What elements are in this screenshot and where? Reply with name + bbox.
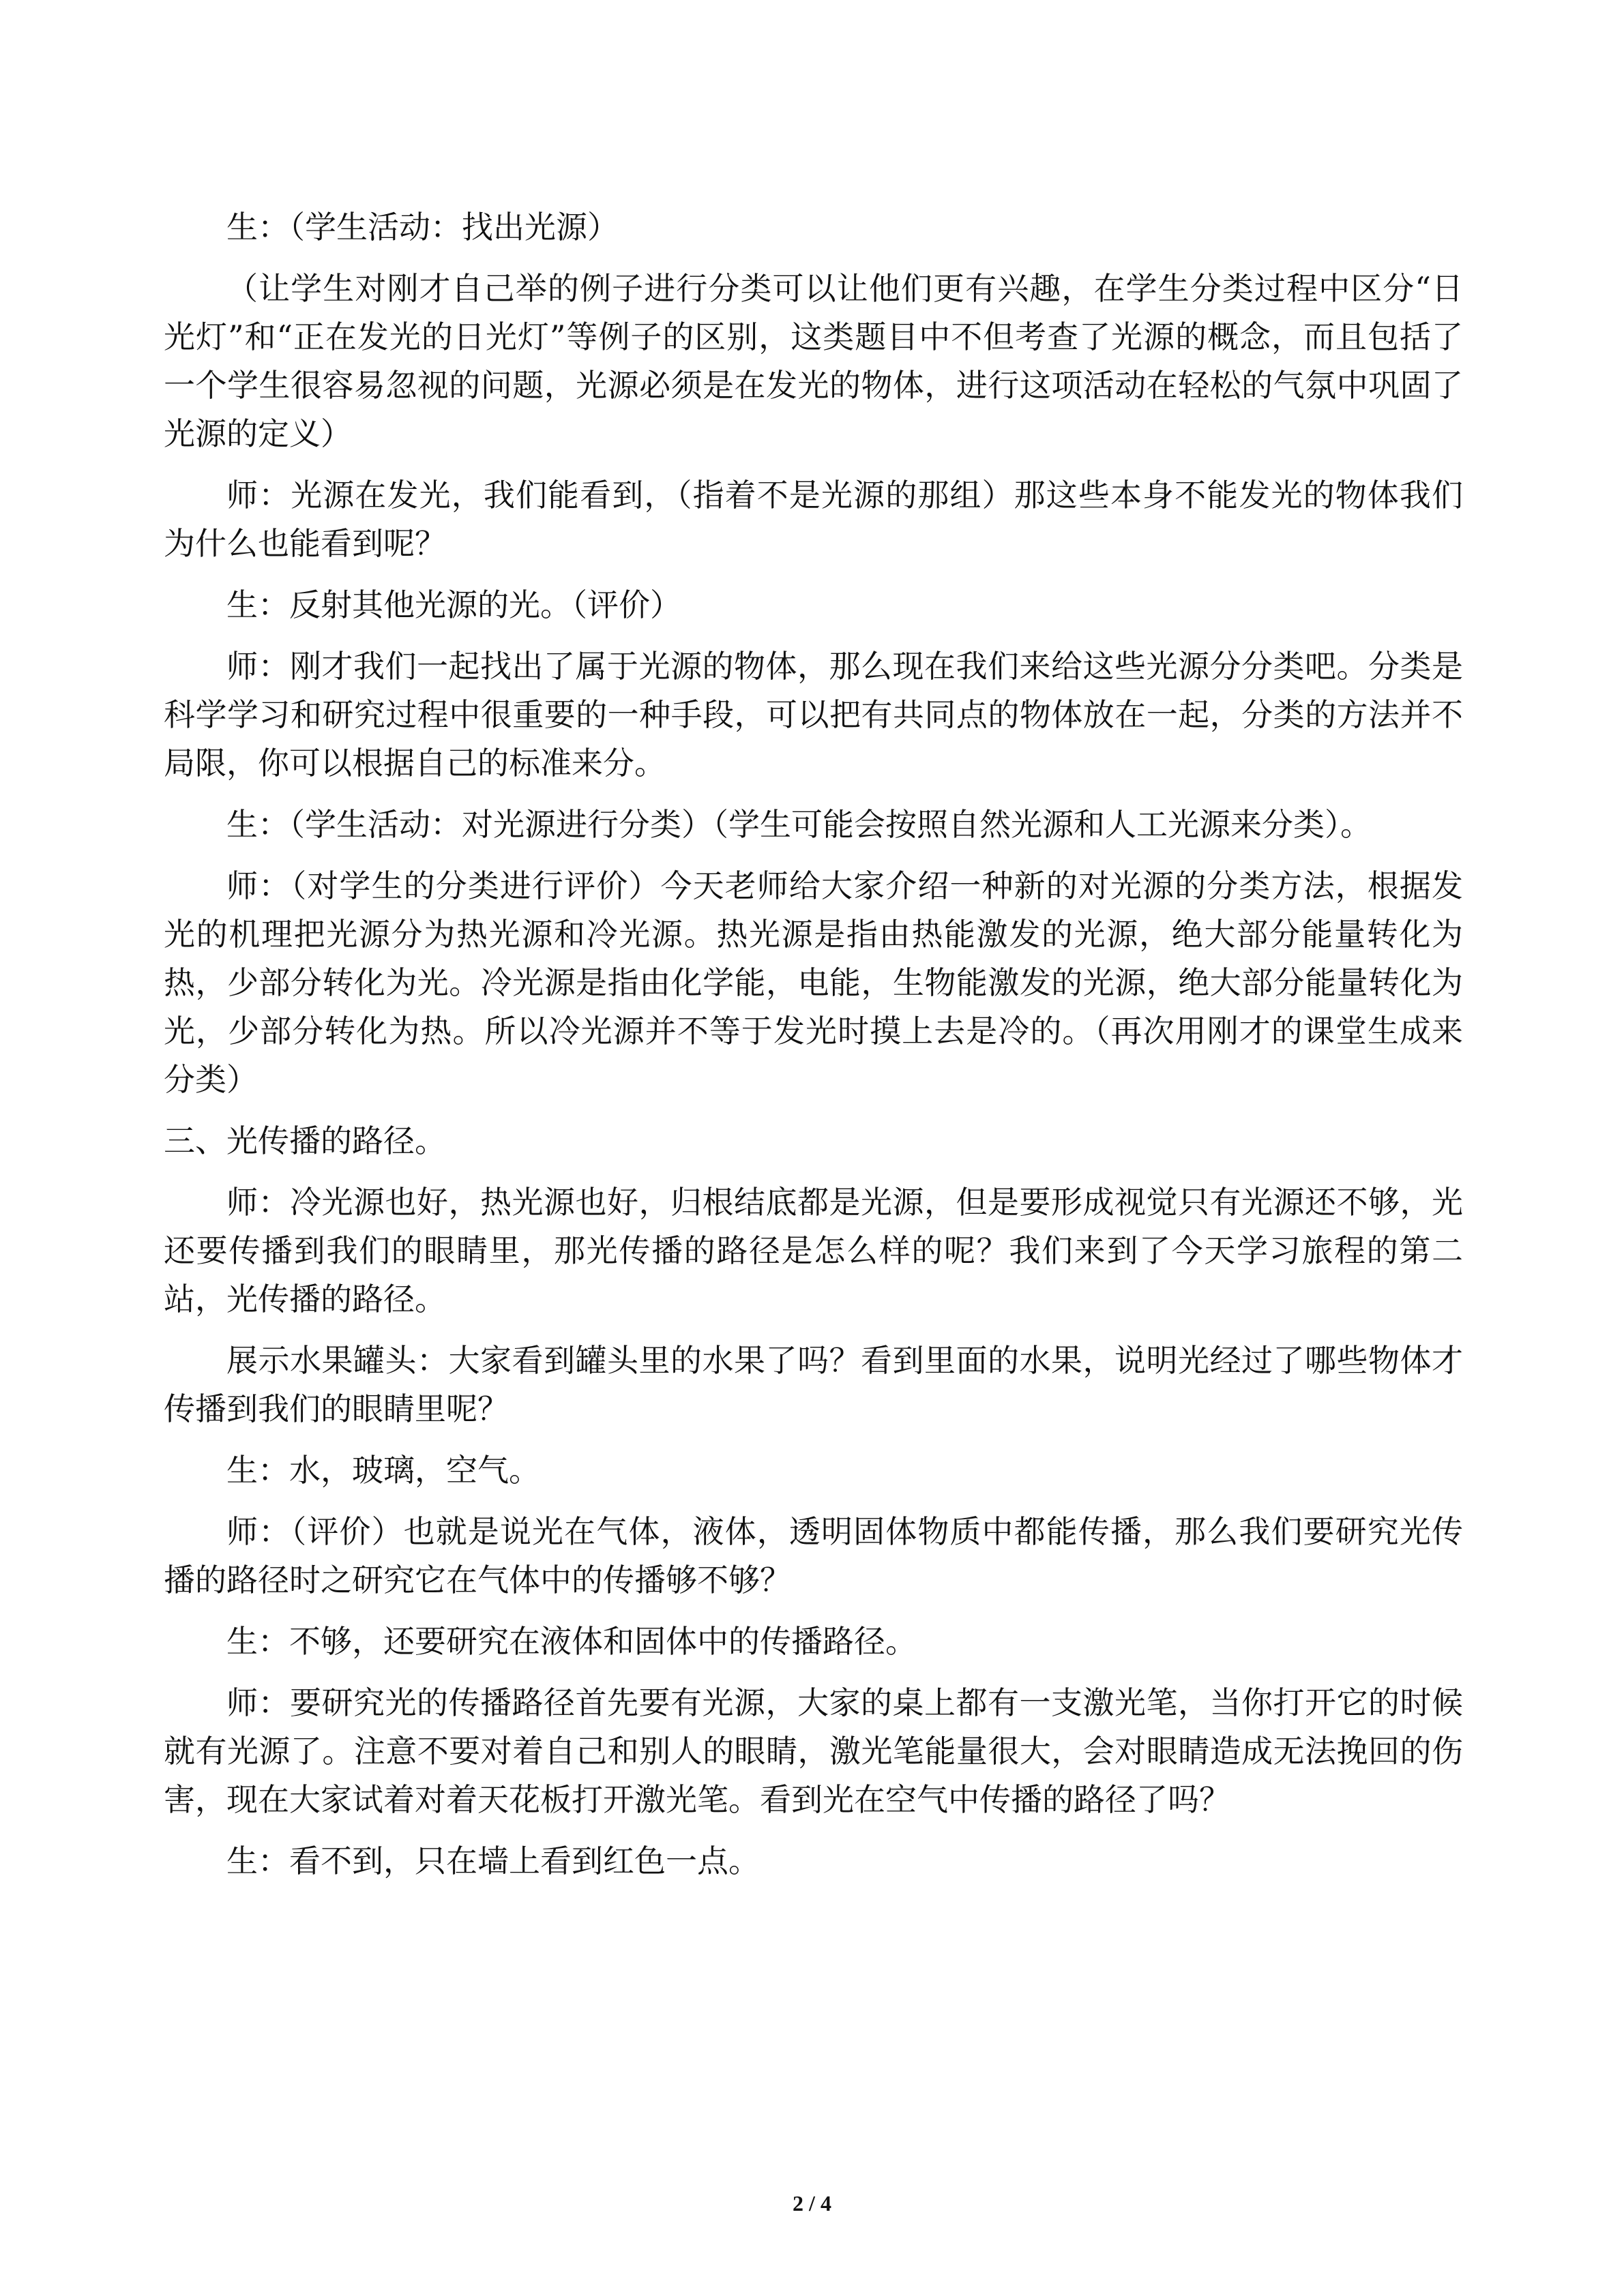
paragraph-teacher-question: 师：光源在发光，我们能看到，（指着不是光源的那组）那这些本身不能发光的物体我们为什么也能看到呢？	[164, 477, 1463, 562]
paragraph-teacher-second-stop: 师：冷光源也好，热光源也好，归根结底都是光源，但是要形成视觉只有光源还不够，光还要传播到我们的眼睛里，那光传播的路径是怎么样的呢？我们来到了今天学习旅程的第二站，光传播的路径。	[164, 1184, 1463, 1317]
paragraph-student-activity-find: 生：（学生活动：找出光源）	[226, 209, 619, 245]
section-heading-light-path: 三、光传播的路径。	[164, 1122, 446, 1159]
paragraph-teacher-hot-cold-sources: 师：（对学生的分类进行评价）今天老师给大家介绍一种新的对光源的分类方法，根据发光的机理把光源分为热光源和冷光源。热光源是指由热能激发的光源，绝大部分能量转化为热，少部分转化为光。冷光源是指由化学能，电能，生物能激发的光源，绝大部分能量转化为光，少部分转化为热。所以冷光源并不等于发光时摸上去是冷的。（再次用刚才的课堂生成来分类）	[164, 867, 1463, 1098]
document-body	[164, 203, 1463, 1898]
paragraph-teacher-media-question: 师：（评价）也就是说光在气体，液体，透明固体物质中都能传播，那么我们要研究光传播的路径时之研究它在气体中的传播够不够？	[164, 1513, 1463, 1598]
paragraph-student-answer-not-enough: 生：不够，还要研究在液体和固体中的传播路径。	[226, 1623, 917, 1660]
paragraph-student-answer-red-dot: 生：看不到，只在墙上看到红色一点。	[226, 1843, 760, 1879]
paragraph-student-activity-classify: 生：（学生活动：对光源进行分类）（学生可能会按照自然光源和人工光源来分类）。	[226, 806, 1372, 843]
paragraph-teaching-note: （让学生对刚才自己举的例子进行分类可以让他们更有兴趣，在学生分类过程中区分“日光灯”和“正在发光的日光灯”等例子的区别，这类题目中不但考查了光源的概念，而且包括了一个学生很容易忽视的问题，光源必须是在发光的物体，进行这项活动在轻松的气氛中巩固了光源的定义）	[164, 270, 1463, 452]
page-number: 2 / 4	[793, 2191, 831, 2216]
paragraph-student-answer-reflect: 生：反射其他光源的光。（评价）	[226, 586, 681, 623]
paragraph-teacher-classify: 师：刚才我们一起找出了属于光源的物体，那么现在我们来给这些光源分分类吧。分类是科学学习和研究过程中很重要的一种手段，可以把有共同点的物体放在一起，分类的方法并不局限，你可以根据自己的标准来分。	[164, 648, 1463, 781]
paragraph-teacher-laser: 师：要研究光的传播路径首先要有光源，大家的桌上都有一支激光笔，当你打开它的时候就有光源了。注意不要对着自己和别人的眼睛，激光笔能量很大，会对眼睛造成无法挽回的伤害，现在大家试着对着天花板打开激光笔。看到光在空气中传播的路径了吗？	[164, 1684, 1463, 1818]
paragraph-student-answer-media: 生：水，玻璃，空气。	[226, 1452, 540, 1489]
paragraph-fruit-can-demo: 展示水果罐头：大家看到罐头里的水果了吗？看到里面的水果，说明光经过了哪些物体才传播到我们的眼睛里呢？	[164, 1342, 1463, 1427]
